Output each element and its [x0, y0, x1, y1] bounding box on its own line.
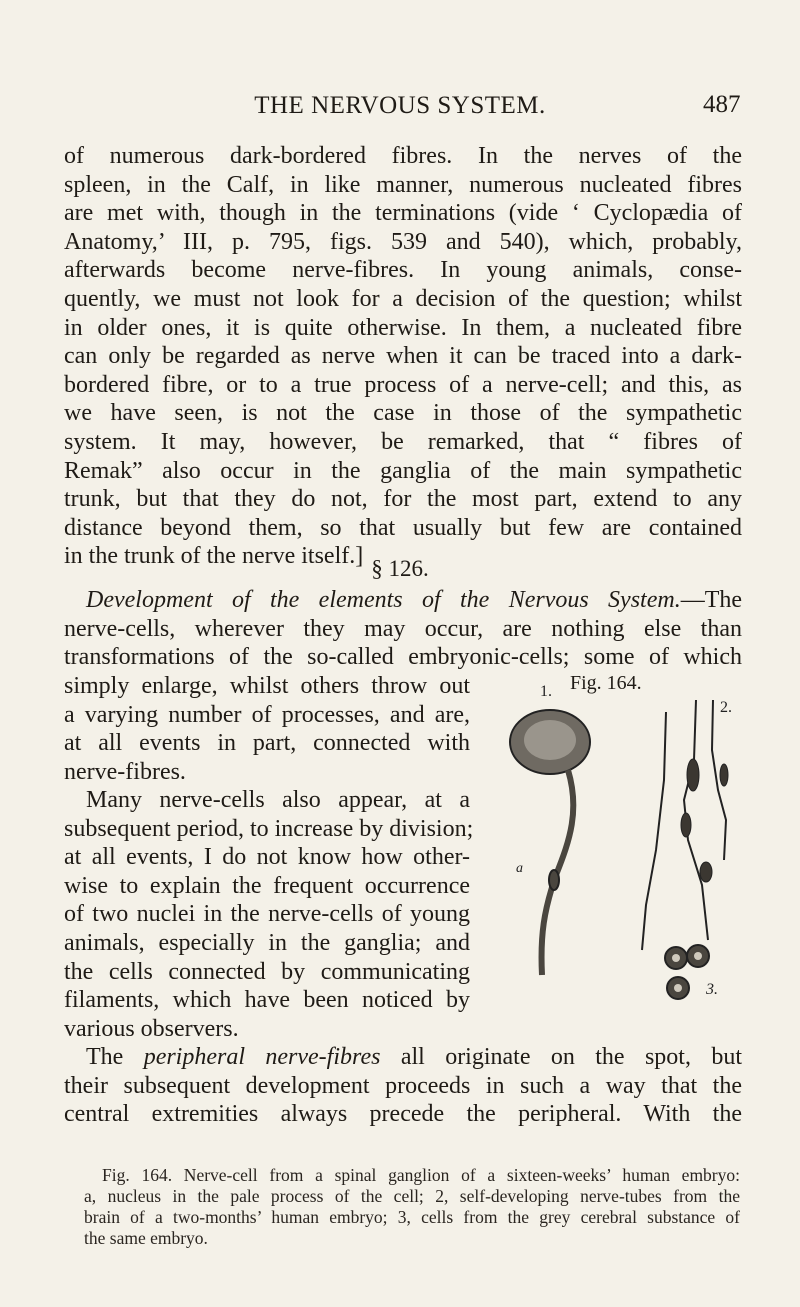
text-line: nerve-cells, wherever they may occur, are nothing else than	[64, 615, 742, 642]
text-line: of numerous dark-bordered fibres. In the nerves of the	[64, 143, 742, 169]
text-line: The peripheral nerve-fibres all originate on the spot, but	[86, 1044, 742, 1070]
text-line: Many nerve-cells also appear, at a	[86, 787, 470, 813]
text-line: nerve-fibres.	[64, 758, 186, 785]
text-line: in the trunk of the nerve itself.]	[64, 543, 364, 570]
paragraph-peripheral	[64, 1043, 742, 1129]
text-line: Remak” also occur in the ganglia of the main sympathetic	[64, 457, 742, 484]
text-line: afterwards become nerve-fibres. In young animals, conse-	[64, 257, 742, 284]
text-line: at all events, I do not know how other-	[64, 844, 470, 871]
text-line: can only be regarded as nerve when it can be traced into a dark-	[64, 343, 742, 370]
marker-2: 2.	[720, 699, 732, 716]
text-line: at all events in part, connected with	[64, 730, 470, 757]
text-line: a varying number of processes, and are,	[64, 701, 470, 728]
text-line: transformations of the so-called embryonic-cells; some of which	[64, 644, 742, 671]
marker-1: 1.	[540, 683, 552, 700]
text-line: various observers.	[64, 1015, 239, 1042]
page-number: 487	[703, 91, 741, 118]
text-line: are met with, though in the terminations (vide ‘ Cyclopædia of	[64, 200, 742, 227]
text-line: of two nuclei in the nerve-cells of young	[64, 901, 470, 928]
development-paragraph-narrow	[64, 672, 470, 786]
text-line: their subsequent development proceeds in such a way that the	[64, 1072, 742, 1099]
section-number: § 126.	[371, 556, 429, 581]
text-line: system. It may, however, be remarked, that “ fibres of	[64, 428, 742, 455]
text-line: trunk, but that they do not, for the most part, extend to any	[64, 486, 742, 513]
tube-nucleus	[681, 813, 691, 837]
section-heading: Development of the elements of the Nervous System.	[86, 587, 681, 613]
nerve-cell-drawing	[510, 710, 590, 975]
text-line: distance beyond them, so that usually but few are contained	[64, 514, 742, 541]
paragraph-division	[64, 786, 474, 1043]
caption-line: the same embryo.	[84, 1228, 208, 1248]
caption-line: a, nucleus in the pale process of the cell; 2, self-developing nerve-tubes from the	[84, 1186, 740, 1206]
text-line: we have seen, is not the case in those of the sympathetic	[64, 400, 742, 427]
nerve-tubes-drawing	[642, 700, 728, 950]
text-line: in older ones, it is quite otherwise. In them, a nucleated fibre	[64, 314, 742, 341]
text-line: simply enlarge, whilst others throw out	[64, 673, 470, 699]
text-line: animals, especially in the ganglia; and	[64, 929, 470, 956]
italic-term: peripheral nerve-fibres	[143, 1044, 381, 1070]
caption-line: Fig. 164. Nerve-cell from a spinal ganglion of a sixteen-weeks’ human embryo:	[102, 1165, 740, 1185]
figure-label: Fig. 164.	[570, 672, 642, 694]
cerebral-cells-drawing	[665, 945, 709, 999]
nucleus	[524, 720, 576, 760]
text-line: spleen, in the Calf, in like manner, numerous nucleated fibres	[64, 171, 742, 198]
paragraph-continuation	[64, 142, 742, 571]
text-line: subsequent period, to increase by division;	[64, 815, 474, 842]
caption-line: brain of a two-months’ human embryo; 3, cells from the grey cerebral substance of	[84, 1207, 740, 1227]
text-line: Development of the elements of the Nervous System.—The	[86, 587, 742, 613]
marker-3: 3.	[706, 981, 718, 998]
nerve-tube	[642, 712, 666, 950]
text-line: filaments, which have been noticed by	[64, 987, 470, 1014]
development-paragraph	[64, 586, 742, 672]
running-title: THE NERVOUS SYSTEM.	[254, 92, 546, 119]
text-line: Anatomy,’ III, p. 795, figs. 539 and 540), which, probably,	[64, 228, 742, 255]
tube-nucleus	[700, 862, 712, 882]
text-line: the cells connected by communicating	[64, 958, 470, 985]
tube-nucleus	[720, 764, 728, 786]
process-nucleus	[549, 870, 559, 890]
tube-nucleus	[687, 759, 699, 791]
text-line: quently, we must not look for a decision of the question; whilst	[64, 285, 742, 312]
text-line: wise to explain the frequent occurrence	[64, 872, 470, 899]
figure-caption	[84, 1165, 740, 1249]
text-line: central extremities always precede the peripheral. With the	[64, 1101, 742, 1128]
text-line: bordered fibre, or to a true process of a nerve-cell; and this, as	[64, 371, 742, 398]
marker-a: a	[516, 861, 523, 876]
